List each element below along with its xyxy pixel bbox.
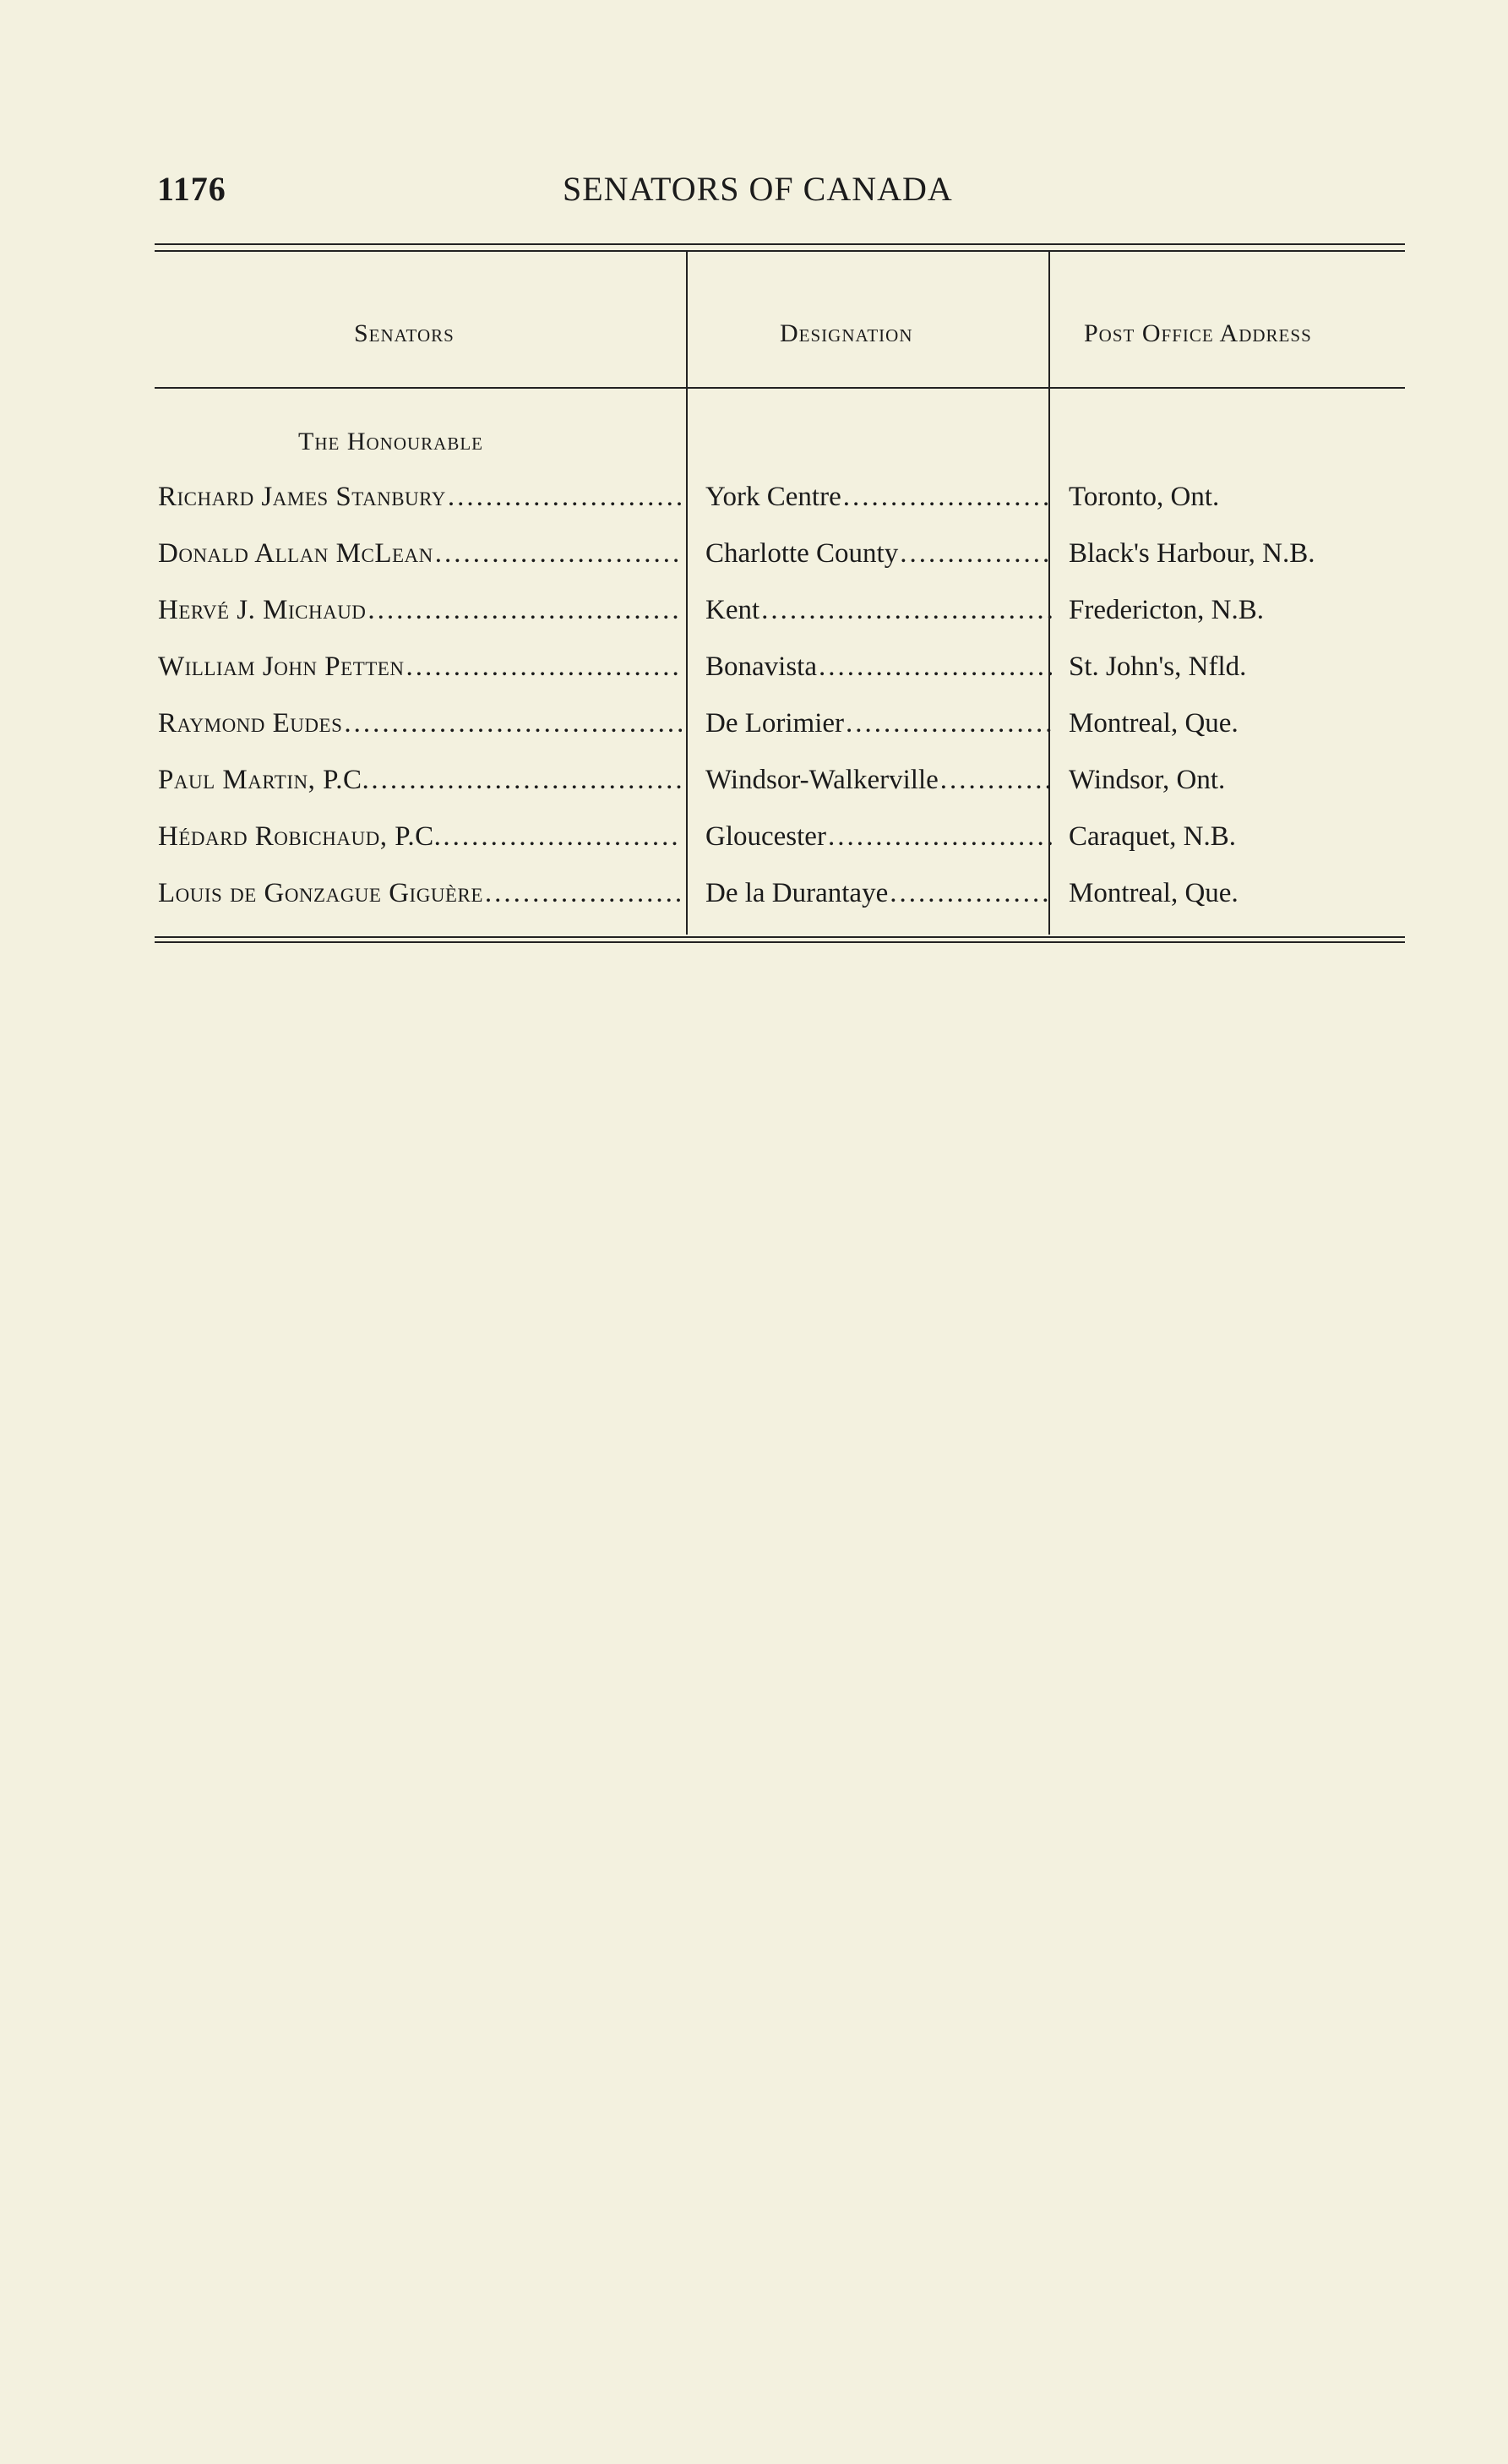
page-header — [157, 169, 1404, 220]
group-label: The Honourable — [298, 428, 483, 455]
table-row — [155, 821, 1405, 864]
address-cell — [1069, 878, 1405, 909]
senator-name-cell — [158, 708, 682, 739]
table-row — [155, 878, 1405, 920]
designation: Kent — [705, 595, 760, 625]
senator-name-cell — [158, 538, 682, 570]
column-header-address: Post Office Address — [1084, 319, 1312, 347]
address-cell — [1069, 538, 1405, 570]
designation: York Centre — [705, 482, 841, 512]
leader-dots — [846, 708, 1052, 739]
table-top-rule — [155, 243, 1405, 252]
table-row — [155, 538, 1405, 581]
designation: Charlotte County — [705, 538, 899, 569]
leader-dots — [900, 538, 1052, 570]
address: Montreal, Que. — [1069, 878, 1239, 908]
leader-dots — [344, 708, 682, 739]
address: Fredericton, N.B. — [1069, 595, 1264, 625]
senator-name: Louis de Gonzague Giguère — [158, 878, 483, 908]
address: Black's Harbour, N.B. — [1069, 538, 1315, 569]
leader-dots — [485, 878, 682, 909]
leader-dots — [406, 651, 682, 683]
leader-dots — [367, 595, 682, 626]
designation-cell — [705, 651, 1052, 683]
leader-dots — [443, 821, 682, 853]
designation-cell — [705, 821, 1052, 853]
leader-dots — [828, 821, 1052, 853]
leader-dots — [448, 482, 682, 513]
designation-cell — [705, 708, 1052, 739]
senator-name: William John Petten — [158, 651, 405, 682]
designation: Gloucester — [705, 821, 826, 852]
table-row — [155, 651, 1405, 694]
designation: Bonavista — [705, 651, 817, 682]
table-row — [155, 595, 1405, 637]
leader-dots — [761, 595, 1052, 626]
senator-name: Raymond Eudes — [158, 708, 343, 739]
page-number: 1176 — [157, 170, 226, 208]
senator-name: Paul Martin, P.C. — [158, 765, 370, 795]
table-row — [155, 765, 1405, 807]
address: St. John's, Nfld. — [1069, 651, 1247, 682]
leader-dots — [843, 482, 1052, 513]
address-cell — [1069, 482, 1405, 513]
senator-name-cell — [158, 482, 682, 513]
leader-dots — [819, 651, 1052, 683]
leader-dots — [371, 765, 682, 796]
senator-name-cell — [158, 595, 682, 626]
table-row — [155, 708, 1405, 750]
senator-name-cell — [158, 878, 682, 909]
address-cell — [1069, 765, 1405, 796]
designation-cell — [705, 878, 1052, 909]
designation: De Lorimier — [705, 708, 845, 739]
column-header-senators: Senators — [354, 319, 455, 347]
address: Caraquet, N.B. — [1069, 821, 1236, 852]
designation: De la Durantaye — [705, 878, 889, 908]
table-row — [155, 482, 1405, 524]
designation-cell — [705, 765, 1052, 796]
senator-name: Richard James Stanbury — [158, 482, 446, 512]
page-title: SENATORS OF CANADA — [563, 170, 953, 208]
column-divider — [686, 252, 688, 935]
address: Windsor, Ont. — [1069, 765, 1226, 795]
senator-name-cell — [158, 651, 682, 683]
senator-name: Hédard Robichaud, P.C. — [158, 821, 442, 852]
leader-dots — [890, 878, 1052, 909]
senator-name-cell — [158, 821, 682, 853]
designation-cell — [705, 482, 1052, 513]
leader-dots — [940, 765, 1052, 796]
address: Toronto, Ont. — [1069, 482, 1220, 512]
table-bottom-rule — [155, 936, 1405, 943]
address-cell — [1069, 651, 1405, 683]
table-body — [155, 389, 1405, 936]
leader-dots — [435, 538, 682, 570]
designation-cell — [705, 595, 1052, 626]
address-cell — [1069, 821, 1405, 853]
address: Montreal, Que. — [1069, 708, 1239, 739]
senators-table — [155, 243, 1405, 943]
table-header-row — [155, 252, 1405, 389]
designation-cell — [705, 538, 1052, 570]
address-cell — [1069, 595, 1405, 626]
senator-name: Hervé J. Michaud — [158, 595, 367, 625]
column-divider — [1048, 252, 1050, 935]
senator-name: Donald Allan McLean — [158, 538, 433, 569]
column-header-designation: Designation — [780, 319, 913, 347]
address-cell — [1069, 708, 1405, 739]
designation: Windsor-Walkerville — [705, 765, 939, 795]
senator-name-cell — [158, 765, 682, 796]
